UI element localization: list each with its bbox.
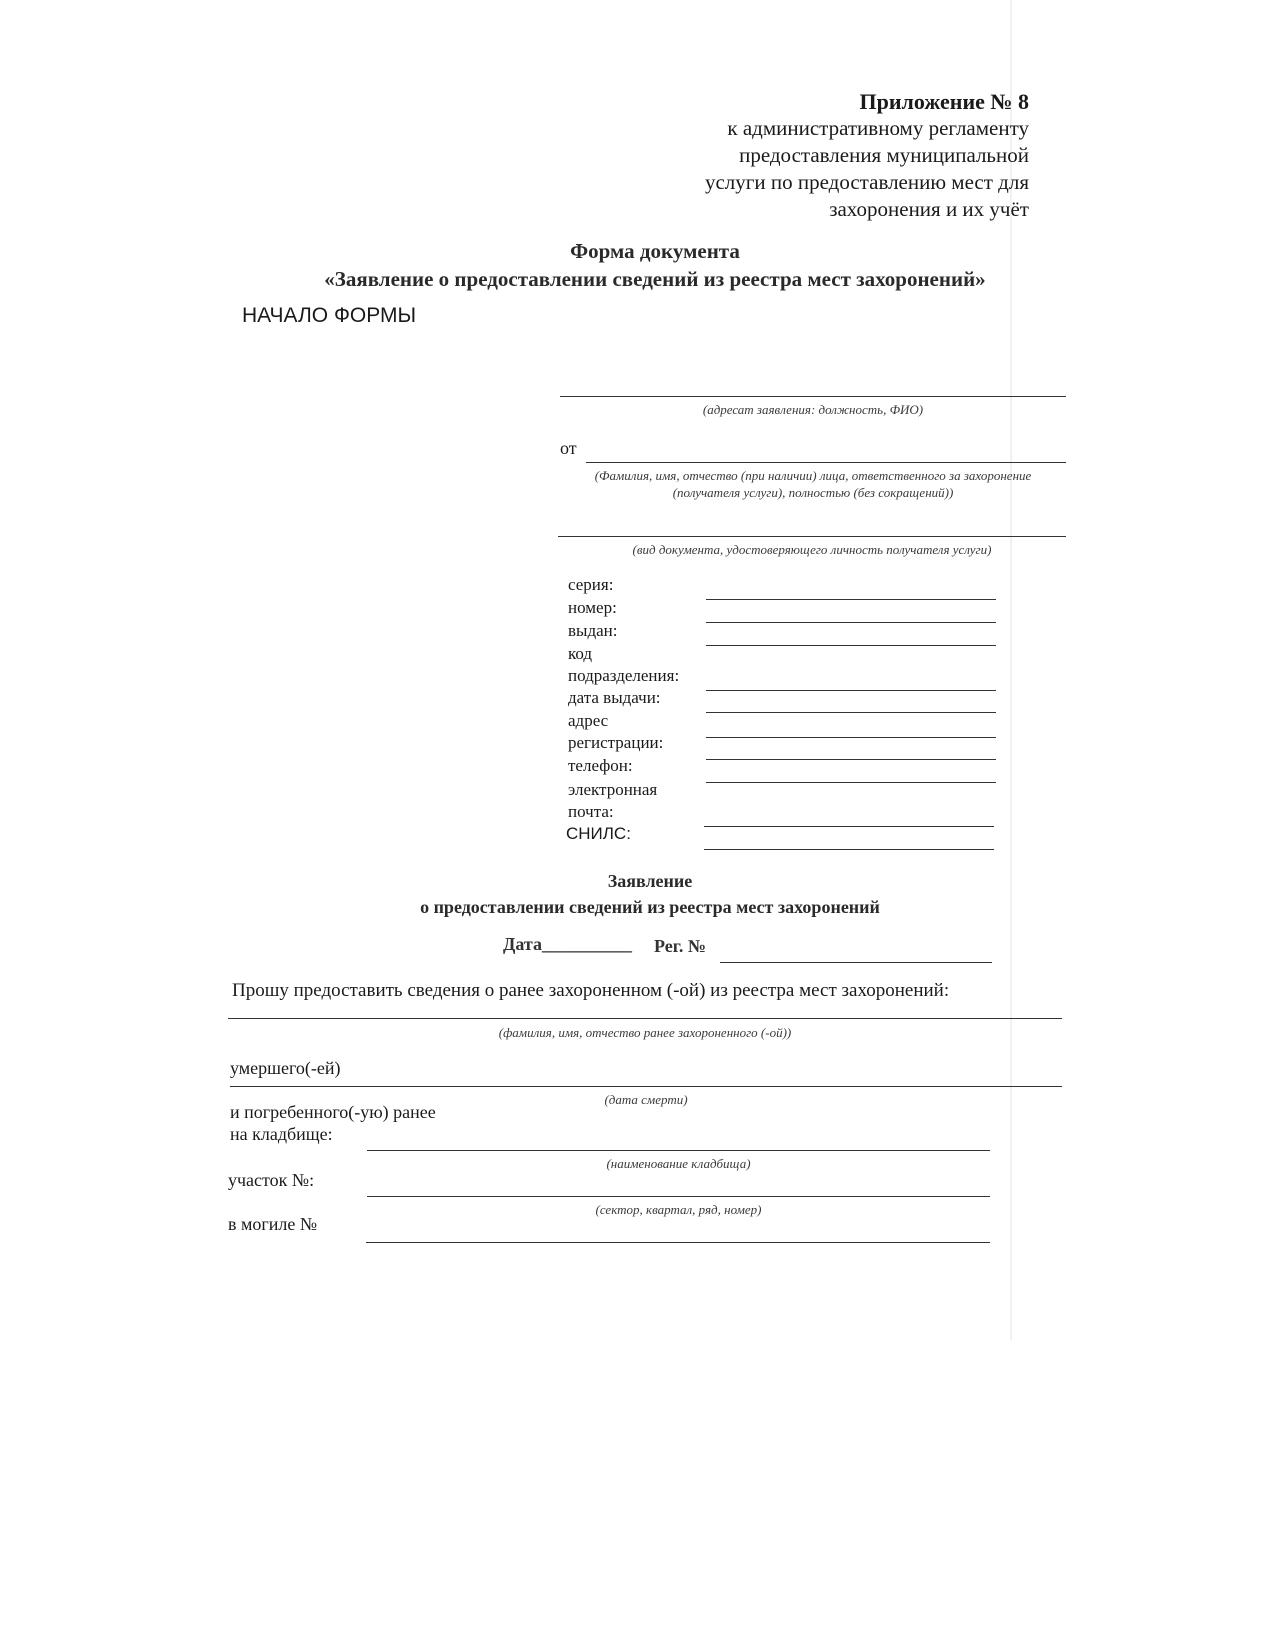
- addressee-hint: (адресат заявления: должность, ФИО): [702, 402, 924, 417]
- issue-date-label: дата выдачи:: [568, 688, 661, 707]
- appendix-line: к административному регламенту: [727, 116, 1029, 140]
- phone-label: телефон:: [568, 756, 633, 775]
- division-label-2: подразделения:: [568, 666, 680, 685]
- snils-line[interactable]: [704, 849, 994, 850]
- form-start-label: НАЧАЛО ФОРМЫ: [242, 304, 417, 327]
- request-text: Прошу предоставить сведения о ранее захороненном (-ой) из реестра мест захоронений:: [232, 980, 950, 1001]
- issued-label: выдан:: [568, 621, 618, 640]
- deceased-name-line[interactable]: [228, 1018, 1062, 1019]
- series-label: серия:: [568, 575, 614, 594]
- division-line[interactable]: [706, 690, 996, 691]
- number-label: номер:: [568, 598, 617, 617]
- plot-hint: (сектор, квартал, ряд, номер): [595, 1202, 762, 1217]
- appendix-heading: Приложение № 8: [859, 89, 1029, 114]
- plot-line[interactable]: [367, 1196, 990, 1197]
- division-label-1: код: [568, 644, 593, 663]
- reg-label: Рег. №: [654, 936, 706, 956]
- statement-subtitle: о предоставлении сведений из реестра мест захоронений: [420, 897, 880, 917]
- addressee-line: [560, 396, 1066, 397]
- phone-line-2[interactable]: [706, 782, 996, 783]
- appendix-block: [705, 88, 1029, 223]
- form-title: [260, 237, 1050, 293]
- series-line[interactable]: [706, 599, 996, 600]
- buried-label-1: и погребенного(-ую) ранее: [230, 1102, 436, 1122]
- address-label-2: регистрации:: [568, 733, 664, 752]
- appendix-line: предоставления муниципальной: [739, 143, 1029, 167]
- deceased-name-hint: (фамилия, имя, отчество ранее захороненного (-ой)): [498, 1025, 792, 1040]
- date-label: Дата__________: [503, 934, 632, 954]
- grave-label: в могиле №: [228, 1214, 318, 1234]
- statement-title: Заявление: [607, 871, 693, 891]
- email-line[interactable]: [704, 826, 994, 827]
- cemetery-hint: (наименование кладбища): [606, 1156, 751, 1171]
- deceased-label: умершего(-ей): [230, 1058, 341, 1078]
- issue-date-line[interactable]: [706, 712, 996, 713]
- applicant-hint-1: (Фамилия, имя, отчество (при наличии) лица, ответственного за захоронение: [594, 468, 1032, 483]
- email-label-2: почта:: [568, 802, 614, 821]
- snils-label: СНИЛС:: [566, 824, 631, 843]
- issued-line[interactable]: [706, 645, 996, 646]
- address-label-1: адрес: [568, 711, 609, 730]
- id-doc-hint: (вид документа, удостоверяющего личность получателя услуги): [632, 542, 992, 557]
- appendix-line: захоронения и их учёт: [829, 197, 1029, 221]
- id-doc-line: [558, 536, 1066, 537]
- from-label: от: [560, 438, 577, 458]
- applicant-hint-2: (получателя услуги), полностью (без сокращений)): [672, 485, 954, 500]
- address-line[interactable]: [706, 737, 996, 738]
- phone-line[interactable]: [706, 759, 996, 760]
- form-title-line2: «Заявление о предоставлении сведений из реестра мест захоронений»: [324, 267, 986, 291]
- form-title-line1: Форма документа: [570, 239, 740, 263]
- appendix-line: услуги по предоставлению мест для: [704, 170, 1029, 194]
- cemetery-line[interactable]: [367, 1150, 990, 1151]
- plot-label: участок №:: [228, 1170, 315, 1190]
- grave-line[interactable]: [366, 1242, 990, 1243]
- reg-number-line[interactable]: [720, 962, 992, 963]
- death-date-hint: (дата смерти): [604, 1092, 688, 1107]
- email-label-1: электронная: [568, 780, 658, 799]
- applicant-line: [586, 462, 1066, 463]
- death-date-line[interactable]: [230, 1086, 1062, 1087]
- number-line[interactable]: [706, 622, 996, 623]
- buried-label-2: на кладбище:: [230, 1124, 333, 1144]
